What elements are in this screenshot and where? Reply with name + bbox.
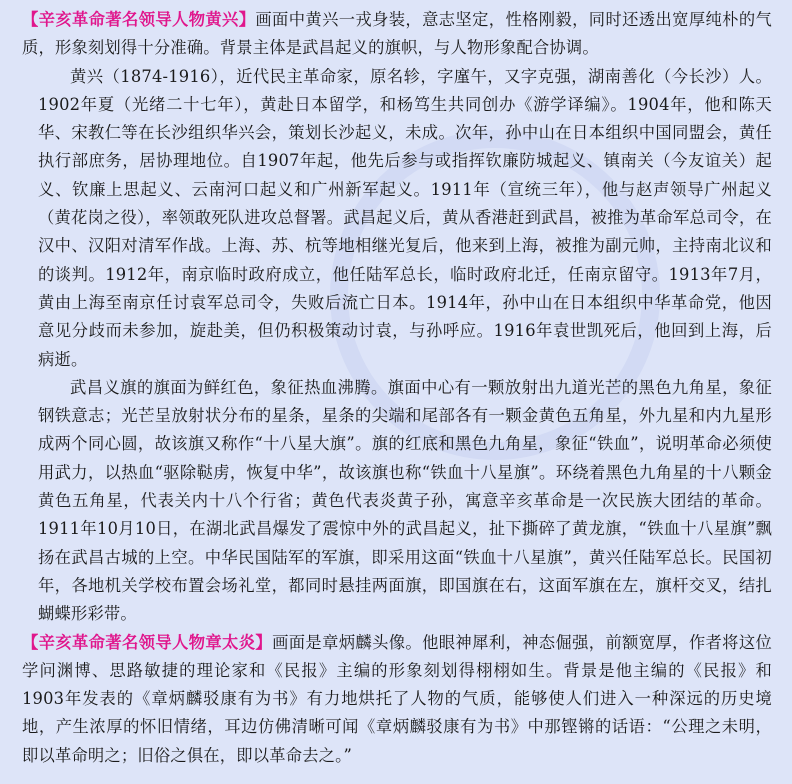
paragraph-huangxing-biography (38, 63, 772, 374)
paragraph-zhangtaiyan-intro (22, 629, 772, 770)
paragraph-text: 画面是章炳麟头像。他眼神犀利，神态倔强，前额宽厚，作者将这位学问渊博、思路敏捷的理论家和《民报》主编的形象刻划得栩栩如生。背景是他主编的《民报》和1903年发表的《章炳麟驳康有为书》有力地烘托了人物的气质，能够使人们进入一种深远的历史境地，产生浓厚的怀旧情绪，耳边仿佛清晰可闻《章炳麟驳康有为书》中那铿锵的话语：“公理之未明，即以革命明之；旧俗之俱在，即以革命去之。” (22, 632, 772, 765)
paragraph-text: 黄兴（1874-1916），近代民主革命家，原名轸，字廑午，又字克强，湖南善化（今长沙）人。1902年夏（光绪二十七年），黄赴日本留学，和杨笃生共同创办《游学译编》。1904年，他和陈天华、宋教仁等在长沙组织华兴会，策划长沙起义，未成。次年，孙中山在日本组织中国同盟会，黄任执行部庶务，居协理地位。自1907年起，他先后参与或指挥钦廉防城起义、镇南关（今友谊关）起义、钦廉上思起义、云南河口起义和广州新军起义。1911年（宣统三年），他与赵声领导广州起义（黄花岗之役），率领敢死队进攻总督署。武昌起义后，黄从香港赶到武昌，被推为革命军总司令，在汉中、汉阳对清军作战。上海、苏、杭等地相继光复后，他来到上海，被推为副元帅，主持南北议和的谈判。1912年，南京临时政府成立，他任陆军总长，临时政府北迁，任南京留守。1913年7月，黄由上海至南京任讨袁军总司令，失败后流亡日本。1914年，孙中山在日本组织中华革命党，他因意见分歧而未参加，旋赴美，但仍积极策动讨袁，与孙呼应。1916年袁世凯死后，他回到上海，后病逝。 (38, 66, 772, 369)
paragraph-text: 武昌义旗的旗面为鲜红色，象征热血沸腾。旗面中心有一颗放射出九道光芒的黑色九角星，象征钢铁意志；光芒呈放射状分布的星条，星条的尖端和尾部各有一颗金黄色五角星，外九星和内九星形成两个同心圆，故该旗又称作“十八星大旗”。旗的红底和黑色九角星，象征“铁血”，说明革命必须使用武力，以热血“驱除鞑虏，恢复中华”，故该旗也称“铁血十八星旗”。环绕着黑色九角星的十八颗金黄色五角星，代表关内十八个行省；黄色代表炎黄子孙，寓意辛亥革命是一次民族大团结的革命。1911年10月10日，在湖北武昌爆发了震惊中外的武昌起义，扯下撕碎了黄龙旗，“铁血十八星旗”飘扬在武昌古城的上空。中华民国陆军的军旗，即采用这面“铁血十八星旗”，黄兴任陆军总长。民国初年，各地机关学校布置会场礼堂，都同时悬挂两面旗，即国旗在右，这面军旗在左，旗杆交叉，结扎蝴蝶形彩带。 (38, 377, 772, 624)
section-heading-zhangtaiyan: 【辛亥革命著名领导人物章太炎】 (22, 632, 273, 652)
paragraph-wuchang-flag (38, 374, 772, 629)
paragraph-text: 画面中黄兴一戎身装，意志坚定，性格刚毅，同时还透出宽厚纯朴的气质，形象刻划得十分准确。背景主体是武昌起义的旗帜，与人物形象配合协调。 (22, 10, 772, 58)
section-heading-huangxing: 【辛亥革命著名领导人物黄兴】 (22, 10, 256, 29)
paragraph-huangxing-intro (22, 6, 772, 63)
